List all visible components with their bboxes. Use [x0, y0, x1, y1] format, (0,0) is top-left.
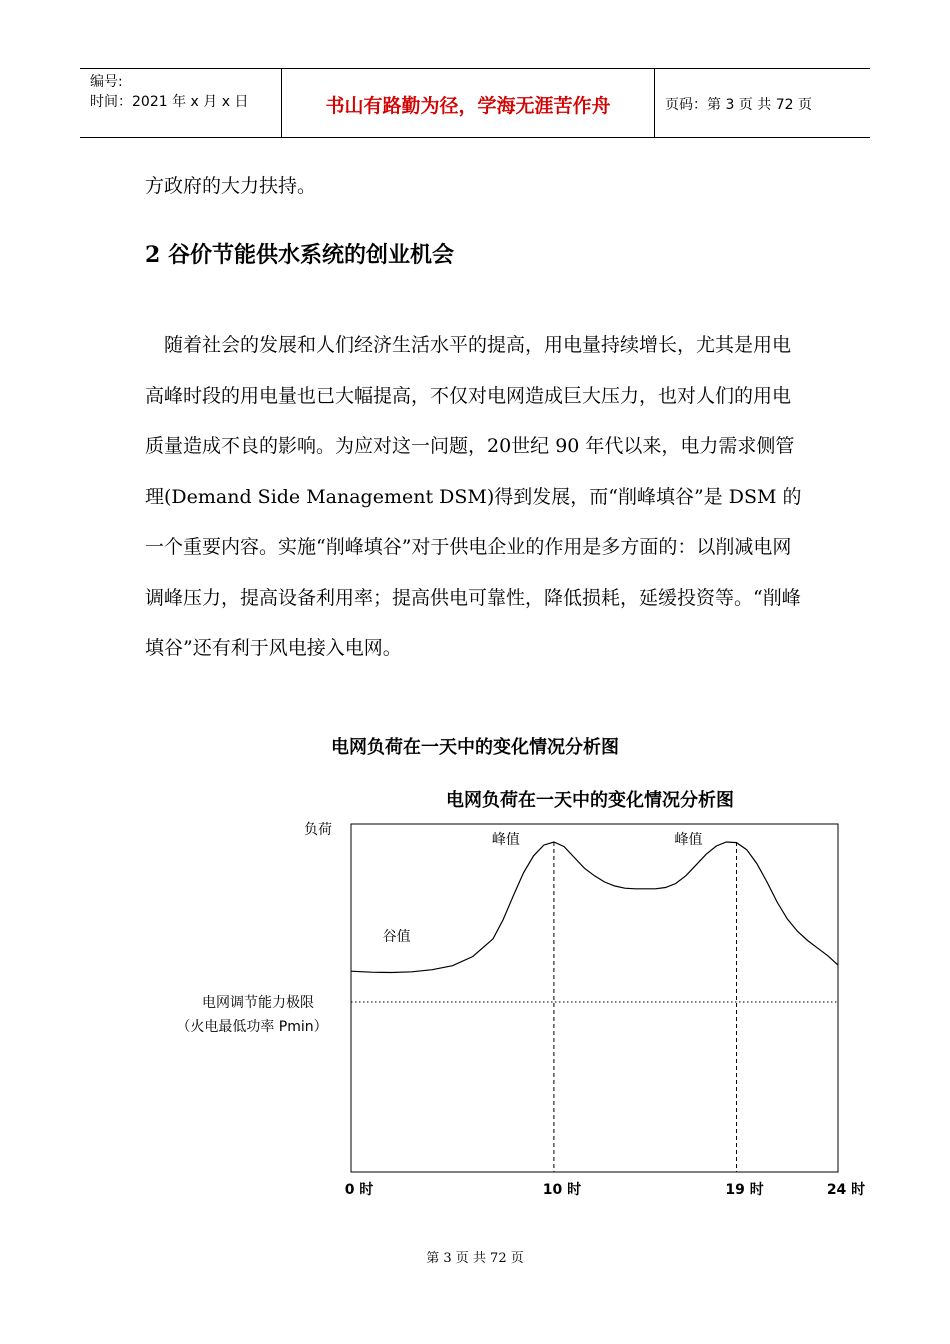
x-tick-label: 10 时 [542, 1182, 582, 1198]
vertical-markers [554, 842, 737, 1172]
peak-label: 峰值 [674, 832, 703, 848]
paragraph-main: 随着社会的发展和人们经济生活水平的提高，用电量持续增长，尤其是用电高峰时段的用电量也已大幅提高，不仅对电网造成巨大压力，也对人们的用电质量造成不良的影响。为应对这一问题，20世纪 90 年代以来，电力需求侧管理(Demand Side Management DSM)得到发展，而“削峰填谷”是 DSM 的一个重要内容。实施“削峰填谷”对于供电企业的作用是多方面的：以削减电网调峰压力，提高设备利用率；提高供电可靠性，降低损耗，延缓投资等。“削峰填谷”还有利于风电接入电网。 [145, 334, 802, 659]
paragraph-continuation: 方政府的大力扶持。 [145, 175, 317, 197]
header-motto: 书山有路勤为径，学海无涯苦作舟 [325, 95, 611, 117]
chart-title: 电网负荷在一天中的变化情况分析图 [446, 790, 734, 811]
page-header [80, 68, 870, 138]
figure-caption: 电网负荷在一天中的变化情况分析图 [331, 737, 619, 758]
x-axis-ticks [345, 1182, 865, 1198]
document-code-label: 编号: [90, 74, 123, 90]
section-heading: 2 谷价节能供水系统的创业机会 [145, 242, 454, 268]
valley-label: 谷值 [382, 929, 411, 946]
document-time-label: 时间：2021 年 x 月 x 日 [90, 94, 249, 110]
header-page-label: 页码：第 3 页 共 72 页 [665, 97, 812, 113]
peak-label: 峰值 [491, 832, 520, 848]
reference-line-sublabel: （火电最低功率 Pmin） [176, 1019, 328, 1035]
load-curve-line [351, 842, 838, 973]
load-curve-chart [160, 775, 880, 1205]
header-info-cell [80, 69, 282, 137]
reference-line-group [176, 994, 838, 1035]
x-tick-label: 24 时 [826, 1182, 866, 1198]
y-axis-label: 负荷 [304, 822, 332, 838]
reference-line-label: 电网调节能力极限 [202, 995, 314, 1011]
x-tick-label: 19 时 [725, 1182, 764, 1198]
x-tick-label: 0 时 [344, 1182, 374, 1198]
page-number: 第 3 页 共 72 页 [426, 1251, 524, 1266]
header-motto-cell [282, 69, 655, 137]
curve-annotations [383, 831, 703, 945]
header-page-cell [655, 69, 870, 137]
